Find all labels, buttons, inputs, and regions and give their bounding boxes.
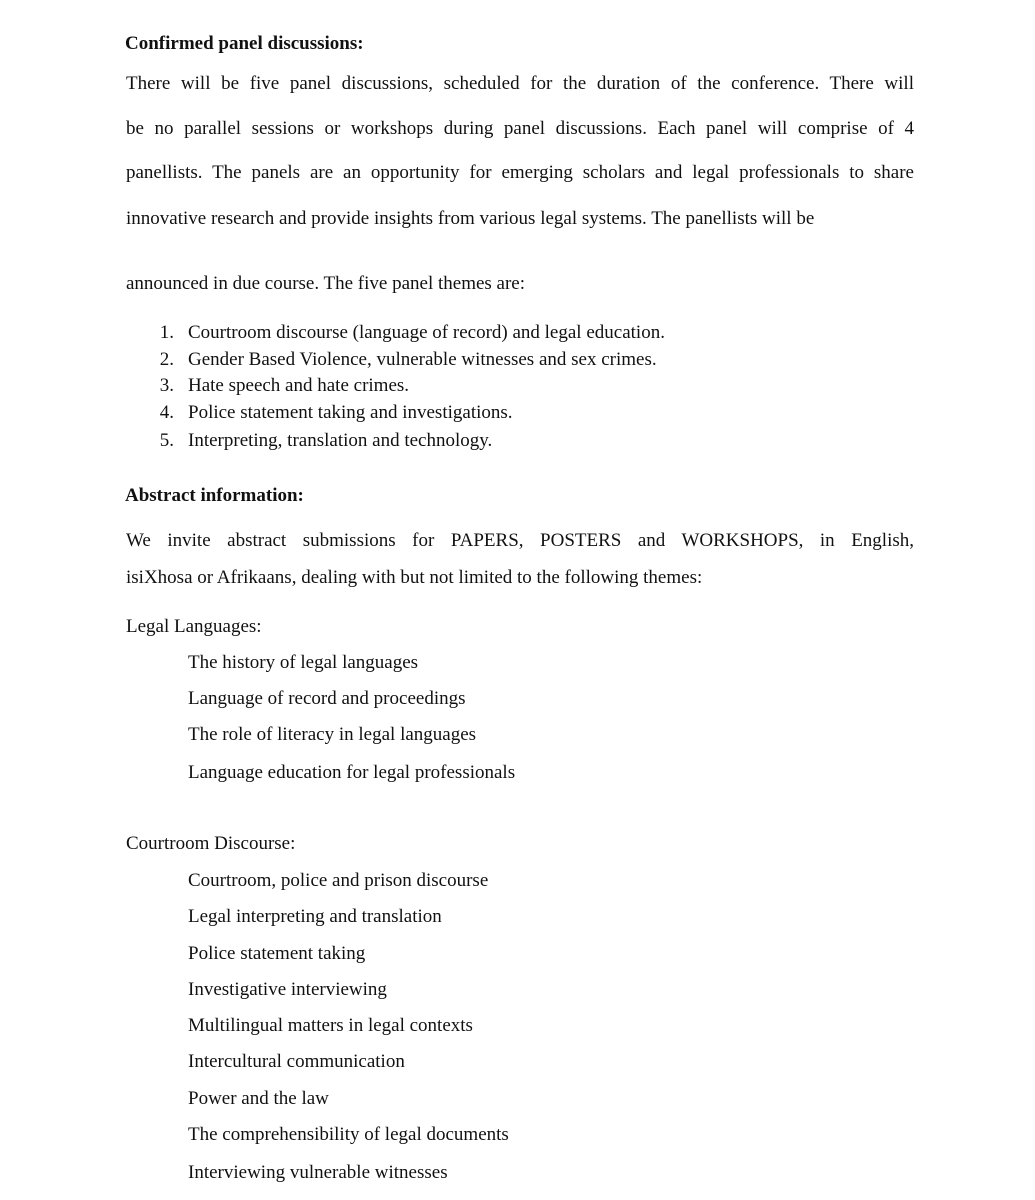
panel-paragraph-line: be no parallel sessions or workshops during panel discussions. Each panel will comprise of 4 <box>126 118 914 139</box>
theme-number: 4. <box>159 402 174 423</box>
courtroom-discourse-item: Legal interpreting and translation <box>188 906 442 927</box>
courtroom-discourse-item: The comprehensibility of legal documents <box>188 1124 509 1145</box>
panel-paragraph-line: innovative research and provide insights from various legal systems. The panellists will be <box>126 208 815 229</box>
abstract-paragraph-line: isiXhosa or Afrikaans, dealing with but not limited to the following themes: <box>126 567 703 588</box>
abstract-heading: Abstract information: <box>125 485 304 506</box>
theme-item: Courtroom discourse (language of record) and legal education. <box>188 322 665 343</box>
legal-languages-item: The history of legal languages <box>188 652 419 673</box>
theme-number: 3. <box>159 375 174 396</box>
theme-number: 2. <box>159 349 174 370</box>
legal-languages-title: Legal Languages: <box>126 616 262 637</box>
theme-item: Gender Based Violence, vulnerable witnesses and sex crimes. <box>188 349 657 370</box>
courtroom-discourse-title: Courtroom Discourse: <box>126 833 296 854</box>
legal-languages-item: Language of record and proceedings <box>188 688 466 709</box>
theme-number: 1. <box>159 322 174 343</box>
courtroom-discourse-item: Multilingual matters in legal contexts <box>188 1015 473 1036</box>
courtroom-discourse-item: Power and the law <box>188 1088 329 1109</box>
panel-paragraph-line: panellists. The panels are an opportunity for emerging scholars and legal professionals to share <box>126 162 914 183</box>
courtroom-discourse-item: Intercultural communication <box>188 1051 405 1072</box>
theme-item: Interpreting, translation and technology. <box>188 430 493 451</box>
panel-paragraph-line: There will be five panel discussions, scheduled for the duration of the conference. There will <box>126 73 914 94</box>
legal-languages-item: The role of literacy in legal languages <box>188 724 477 745</box>
courtroom-discourse-item: Investigative interviewing <box>188 979 387 1000</box>
legal-languages-item: Language education for legal professionals <box>188 762 516 783</box>
abstract-paragraph-line: We invite abstract submissions for PAPERS, POSTERS and WORKSHOPS, in English, <box>126 530 914 551</box>
panel-intro-line: announced in due course. The five panel themes are: <box>126 273 526 294</box>
courtroom-discourse-item: Interviewing vulnerable witnesses <box>188 1162 448 1183</box>
courtroom-discourse-item: Police statement taking <box>188 943 366 964</box>
courtroom-discourse-item: Courtroom, police and prison discourse <box>188 870 489 891</box>
theme-item: Hate speech and hate crimes. <box>188 375 410 396</box>
panel-heading: Confirmed panel discussions: <box>125 33 364 54</box>
theme-number: 5. <box>159 430 174 451</box>
theme-item: Police statement taking and investigations. <box>188 402 513 423</box>
